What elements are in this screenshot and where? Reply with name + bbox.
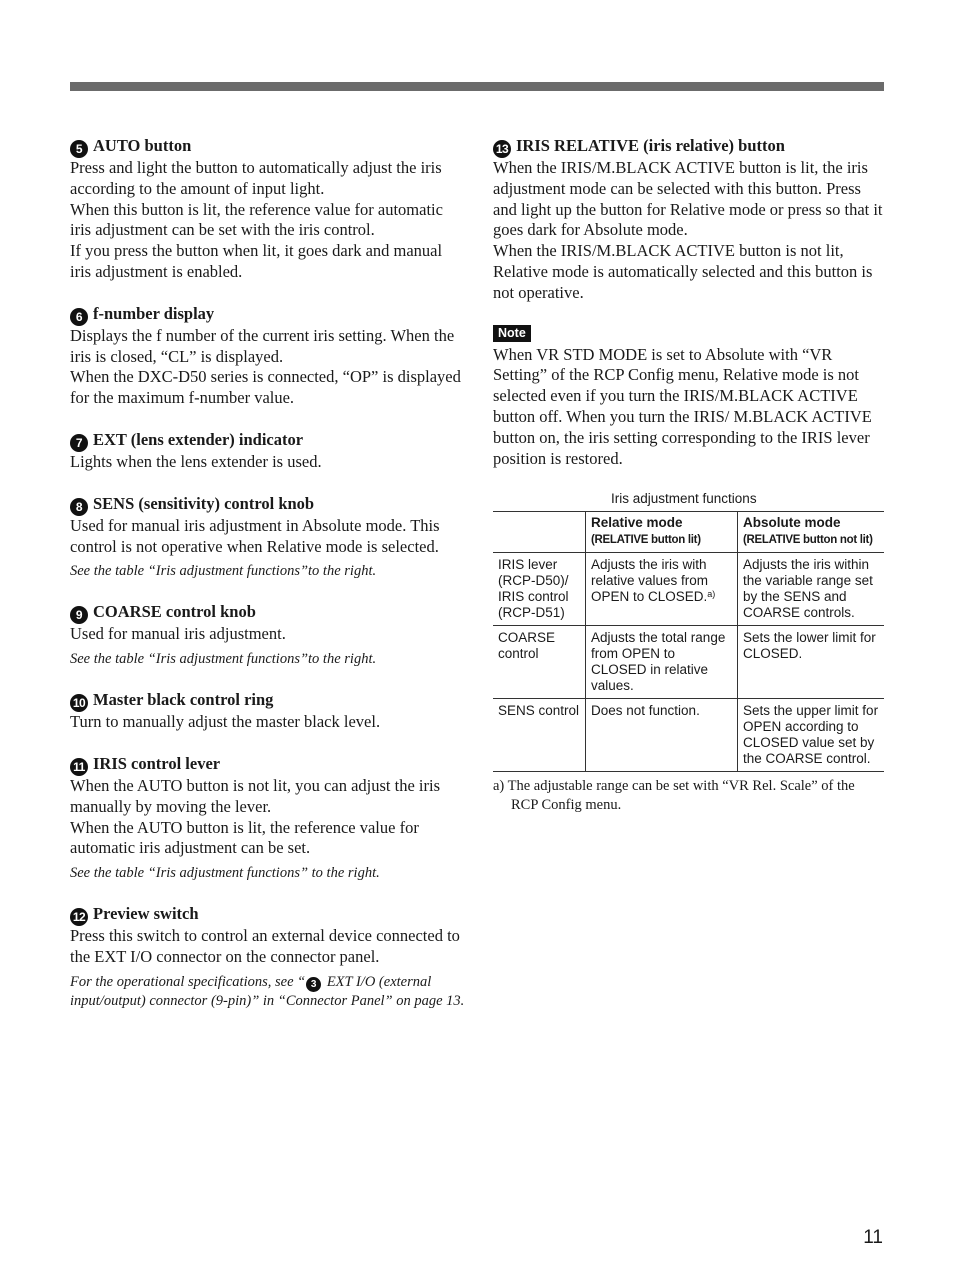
section-heading: 12 Preview switch (70, 903, 465, 926)
table-caption: Iris adjustment functions (611, 491, 757, 507)
paragraph: When the AUTO button is lit, the reference value for automatic iris adjustment can be set. (70, 817, 419, 858)
table-header-cell (493, 512, 586, 553)
section-heading: 9 COARSE control knob (70, 601, 465, 624)
paragraph: Press this switch to control an external device connected to the EXT I/O connector on the connector panel. (70, 926, 460, 966)
section-ext-indicator (70, 429, 465, 473)
paragraph: If you press the button when lit, it goes dark and manual iris adjustment is enabled. (70, 241, 443, 281)
table-row (493, 553, 884, 626)
paragraph: When this button is lit, the reference value for automatic iris adjustment can be set with the iris control. (70, 199, 443, 240)
table-row (493, 626, 884, 699)
table-cell: IRIS lever (RCP-D50)/ IRIS control (RCP-D51) (498, 557, 569, 621)
reference-note: For the operational specifications, see “ 3 EXT I/O (external input/output) connector (9-pin)” in “Connector Panel” on page 13. (70, 973, 465, 1009)
section-heading: 6 f-number display (70, 303, 465, 326)
table-cell: Adjusts the total range from OPEN to CLOSED in relative values. (586, 626, 738, 699)
number-12-icon: 12 (70, 908, 88, 926)
number-10-icon: 10 (70, 694, 88, 712)
section-heading: 13 IRIS RELATIVE (iris relative) button (493, 135, 885, 158)
right-column (493, 133, 885, 815)
table-header-row (493, 512, 884, 553)
section-iris-lever (70, 753, 465, 883)
number-9-icon: 9 (70, 606, 88, 624)
number-7-icon: 7 (70, 434, 88, 452)
header-rule (70, 82, 884, 91)
number-5-icon: 5 (70, 140, 88, 158)
left-column (70, 133, 465, 1031)
table-footnote: a) The adjustable range can be set with “VR Rel. Scale” of the RCP Config menu. (493, 778, 855, 814)
section-f-number-display (70, 303, 465, 409)
section-heading: 5 AUTO button (70, 135, 465, 158)
table-header-cell: Absolute mode (RELATIVE button not lit) (738, 512, 885, 553)
section-preview-switch (70, 903, 465, 1011)
paragraph: When the IRIS/M.BLACK ACTIVE button is not lit, Relative mode is automatically selected and this button is not operative. (493, 241, 873, 302)
table-header-cell: Relative mode (RELATIVE button lit) (586, 512, 738, 553)
note-badge: Note (493, 325, 531, 342)
reference-note: See the table “Iris adjustment functions” to the right. (70, 865, 380, 882)
section-master-black-ring (70, 689, 465, 733)
table-row (493, 699, 884, 772)
section-heading: 7 EXT (lens extender) indicator (70, 429, 465, 452)
reference-note: See the table “Iris adjustment functions”to the right. (70, 563, 377, 580)
section-auto-button (70, 135, 465, 283)
number-13-icon: 13 (493, 140, 511, 158)
table-cell: SENS control (498, 703, 580, 719)
paragraph: Used for manual iris adjustment. (70, 624, 286, 644)
number-3-icon: 3 (306, 977, 321, 992)
table-cell: Sets the lower limit for CLOSED. (738, 626, 885, 699)
paragraph: When the DXC-D50 series is connected, “OP” is displayed for the maximum f-number value. (70, 367, 461, 408)
paragraph: Lights when the lens extender is used. (70, 451, 322, 471)
section-heading: 11 IRIS control lever (70, 753, 465, 776)
section-iris-relative-button (493, 135, 885, 304)
table-cell: Does not function. (586, 699, 738, 772)
paragraph: Press and light the button to automatically adjust the iris according to the amount of input light. (70, 158, 442, 198)
iris-adjustment-table (493, 511, 884, 772)
footnote-marker: a) (707, 589, 716, 600)
paragraph: When the IRIS/M.BLACK ACTIVE button is lit, the iris adjustment mode can be selected with this button. Press and light up the button for Relative mode or press so that it goes dark for Absolute mode. (493, 158, 883, 240)
reference-note: See the table “Iris adjustment functions”to the right. (70, 651, 377, 668)
table-cell: Adjusts the iris with relative values from OPEN to CLOSED.$^{a)}$ (586, 553, 738, 626)
table-cell: COARSE control (498, 630, 556, 662)
paragraph: When the AUTO button is not lit, you can adjust the iris manually by moving the lever. (70, 775, 440, 816)
paragraph: Displays the f number of the current iris setting. When the iris is closed, “CL” is displayed. (70, 325, 455, 366)
section-heading: 8 SENS (sensitivity) control knob (70, 493, 465, 516)
number-6-icon: 6 (70, 308, 88, 326)
section-heading: 10 Master black control ring (70, 689, 465, 712)
number-11-icon: 11 (70, 758, 88, 776)
section-sens-knob (70, 493, 465, 582)
table-cell: Sets the upper limit for OPEN according to CLOSED value set by the COARSE control. (738, 699, 885, 772)
note-text: When VR STD MODE is set to Absolute with “VR Setting” of the RCP Config menu, Relative mode is not selected even if you turn the IRIS/M.BLACK ACTIVE button off. When you turn the IRIS/ M.BLACK ACTIVE button on, the iris setting corresponding to the IRIS lever position is restored. (493, 344, 872, 468)
paragraph: Turn to manually adjust the master black level. (70, 712, 381, 732)
table-cell: Adjusts the iris within the variable range set by the SENS and COARSE controls. (738, 553, 885, 626)
section-coarse-knob (70, 601, 465, 669)
page-number: 11 (863, 1227, 883, 1248)
number-8-icon: 8 (70, 498, 88, 516)
note-block (493, 324, 885, 470)
paragraph: Used for manual iris adjustment in Absolute mode. This control is not operative when Relative mode is selected. (70, 515, 440, 556)
